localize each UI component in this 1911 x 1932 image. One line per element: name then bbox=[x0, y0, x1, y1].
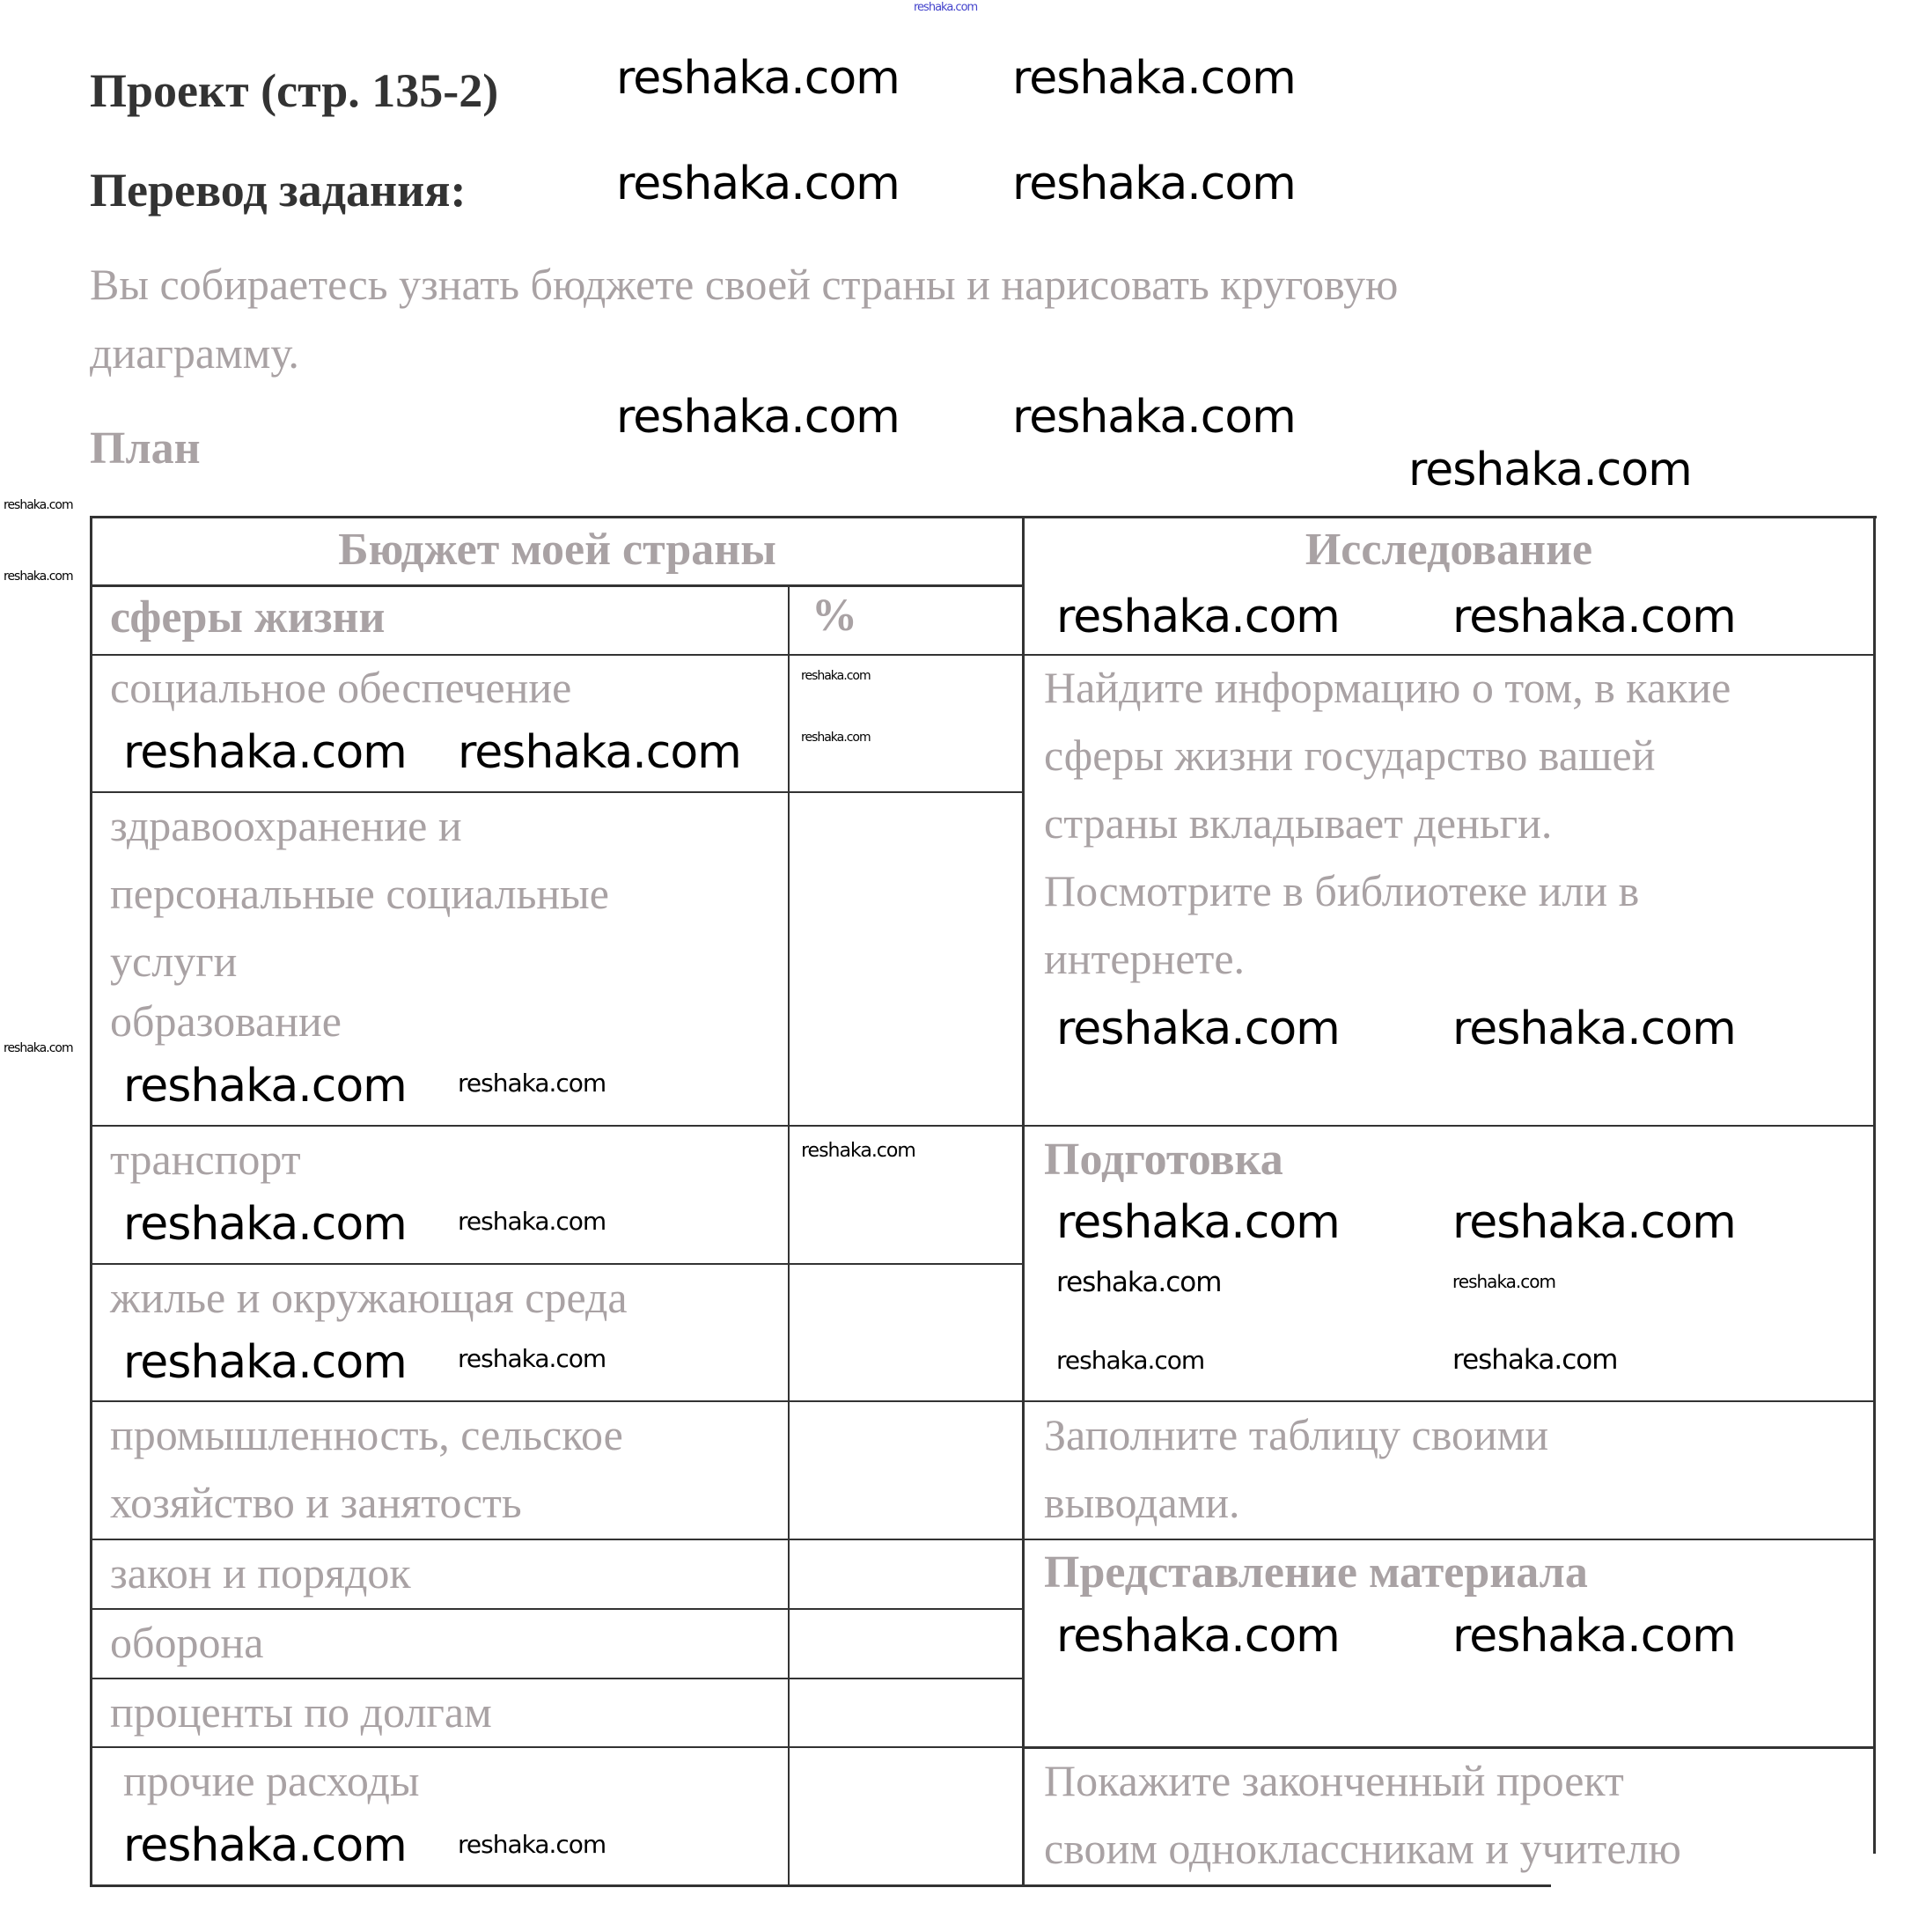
watermark: reshaka.com bbox=[458, 1207, 606, 1236]
watermark: reshaka.com bbox=[1408, 444, 1692, 496]
watermark: reshaka.com bbox=[1056, 1196, 1340, 1249]
watermark: reshaka.com bbox=[1452, 1344, 1618, 1376]
watermark: reshaka.com bbox=[1452, 1196, 1736, 1249]
watermark: reshaka.com bbox=[4, 498, 73, 512]
subtitle: Перевод задания: bbox=[90, 164, 467, 217]
watermark: reshaka.com bbox=[1452, 1271, 1555, 1292]
watermark: reshaka.com bbox=[458, 1344, 606, 1373]
budget-row-industry: промышленность, сельское хозяйство и занятость bbox=[110, 1410, 623, 1527]
watermark: reshaka.com bbox=[1056, 1003, 1340, 1055]
watermark: reshaka.com bbox=[1056, 1610, 1340, 1663]
watermark: reshaka.com bbox=[123, 1819, 407, 1872]
watermark: reshaka.com bbox=[1056, 1267, 1222, 1298]
watermark: reshaka.com bbox=[1452, 591, 1736, 643]
budget-row-education: образование bbox=[110, 996, 342, 1046]
budget-row-debt-interest: проценты по долгам bbox=[110, 1687, 492, 1737]
research-text: Найдите информацию о том, в какие сферы жизни государство вашей страны вкладывает деньги. Посмотрите в библиотеке или в интернете. bbox=[1044, 663, 1731, 983]
budget-row-law: закон и порядок bbox=[110, 1548, 411, 1598]
budget-row-health: здравоохранение и персональные социальные услуги bbox=[110, 801, 609, 986]
presentation-text: Покажите законченный проект своим одноклассникам и учителю bbox=[1044, 1756, 1681, 1873]
watermark: reshaka.com bbox=[123, 1060, 407, 1113]
budget-row-other: прочие расходы bbox=[123, 1756, 420, 1805]
intro-line-1: Вы собираетесь узнать бюджете своей страны и нарисовать круговую bbox=[90, 260, 1399, 309]
watermark: reshaka.com bbox=[1056, 591, 1340, 643]
budget-row-housing: жилье и окружающая среда bbox=[110, 1273, 628, 1322]
watermark: reshaka.com bbox=[123, 1198, 407, 1251]
watermark: reshaka.com bbox=[1056, 1346, 1205, 1375]
watermark: reshaka.com bbox=[458, 726, 741, 779]
watermark: reshaka.com bbox=[4, 1041, 73, 1055]
watermark: reshaka.com bbox=[1012, 391, 1296, 444]
intro-line-2: диаграмму. bbox=[90, 328, 299, 378]
plan-heading: План bbox=[90, 423, 201, 474]
watermark: reshaka.com bbox=[616, 391, 900, 444]
col-percent-header: % bbox=[812, 591, 857, 641]
watermark: reshaka.com bbox=[1012, 158, 1296, 210]
watermark: reshaka.com bbox=[4, 569, 73, 584]
presentation-header: Представление материала bbox=[1044, 1547, 1588, 1598]
watermark: reshaka.com bbox=[123, 1336, 407, 1389]
col-spheres-header: сферы жизни bbox=[110, 592, 386, 643]
watermark: reshaka.com bbox=[616, 52, 900, 105]
budget-row-defence: оборона bbox=[110, 1618, 264, 1667]
watermark: reshaka.com bbox=[1452, 1003, 1736, 1055]
watermark: reshaka.com bbox=[801, 1140, 915, 1162]
research-header: Исследование bbox=[1305, 525, 1593, 575]
watermark: reshaka.com bbox=[801, 731, 871, 745]
watermark: reshaka.com bbox=[458, 1830, 606, 1859]
watermark: reshaka.com bbox=[458, 1069, 606, 1098]
budget-header: Бюджет моей страны bbox=[338, 525, 776, 575]
preparation-text: Заполните таблицу своими выводами. bbox=[1044, 1410, 1549, 1527]
budget-row-transport: транспорт bbox=[110, 1135, 301, 1184]
watermark: reshaka.com bbox=[1452, 1610, 1736, 1663]
watermark: reshaka.com bbox=[616, 158, 900, 210]
watermark: reshaka.com bbox=[801, 669, 871, 683]
watermark: reshaka.com bbox=[1012, 52, 1296, 105]
budget-row-social-security: социальное обеспечение bbox=[110, 663, 572, 712]
preparation-header: Подготовка bbox=[1044, 1135, 1283, 1185]
page-title: Проект (стр. 135-2) bbox=[90, 64, 499, 117]
watermark: reshaka.com bbox=[123, 726, 407, 779]
watermark: reshaka.com bbox=[914, 1, 978, 14]
